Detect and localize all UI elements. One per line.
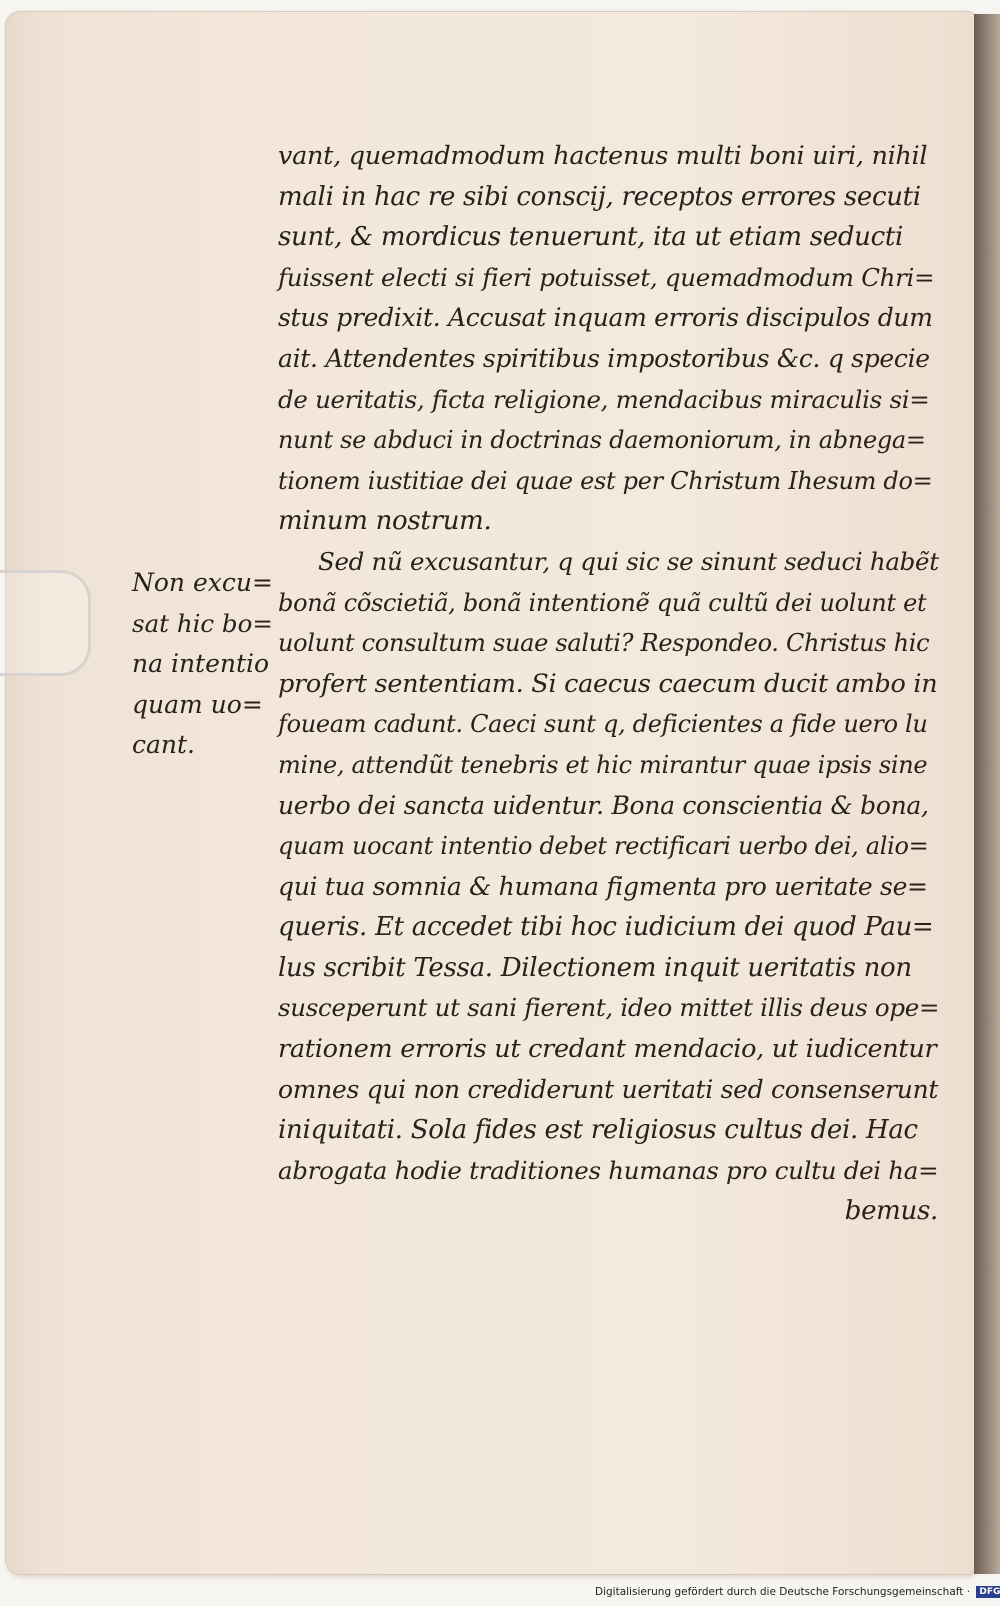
text-line: uolunt consultum suae saluti? Respondeo. Christus hic [278,629,930,658]
digitization-credit: Digitalisierung gefördert durch die Deutsche Forschungsgemeinschaft · DFG [595,1586,995,1598]
text-line: vant, quemadmodum hactenus multi boni uiri, nihil [278,141,928,171]
text-line: iniquitati. Sola fides est religiosus cultus dei. Hac [278,1115,918,1146]
credit-text: Digitalisierung gefördert durch die Deutsche Forschungsgemeinschaft [595,1586,964,1598]
text-line: uerbo dei sancta uidentur. Bona conscientia & bona, [278,790,929,820]
text-line: omnes qui non crediderunt ueritati sed consenserunt [278,1074,939,1104]
page-clip [0,570,91,676]
text-line: mali in hac re sibi conscij, receptos errores secuti [278,181,921,212]
text-line: foueam cadunt. Caeci sunt q, deficientes a fide uero lu [278,710,928,739]
text-line: tionem iustitiae dei quae est per Christum Ihesum do= [278,466,933,495]
catchword: bemus. [844,1196,938,1227]
text-line: qui tua somnia & humana figmenta pro ueritate se= [278,871,928,901]
text-line: abrogata hodie traditiones humanas pro cultu dei ha= [278,1155,939,1185]
text-line: fuissent electi si fieri potuisset, quemadmodum Chri= [278,262,935,292]
paragraph-start-line: Sed nũ excusantur, q qui sic se sinunt seduci habẽt [318,546,939,576]
margin-line: quam uo= [132,689,263,719]
dfg-logo: DFG [976,1586,1000,1598]
text-line: minum nostrum. [278,506,492,537]
text-line: profert sententiam. Si caecus caecum ducit ambo in [278,668,938,699]
margin-line: Non excu= [132,568,273,597]
text-line: quam uocant intentio debet rectificari uerbo dei, alio= [278,832,929,861]
book-edge [974,14,1000,1574]
text-line: stus predixit. Accusat inquam erroris discipulos dum [278,303,933,333]
text-line: de ueritatis, ficta religione, mendacibus miraculis si= [278,384,930,414]
text-line: rationem erroris ut credant mendacio, ut iudicentur [278,1034,937,1065]
text-line: bonã cõscietiã, bonã intentionẽ quã cultũ dei uolunt et [278,588,927,617]
main-text [278,136,938,1232]
text-line: lus scribit Tessa. Dilectionem inquit ueritatis non [278,952,912,983]
margin-line: na intentio [132,649,270,679]
text-line: queris. Et accedet tibi hoc iudicium dei quod Pau= [278,912,934,943]
margin-line: sat hic bo= [132,608,273,638]
text-line: sunt, & mordicus tenuerunt, ita ut etiam seducti [278,222,904,253]
text-line: susceperunt ut sani fierent, ideo mittet illis deus ope= [278,993,940,1023]
text-line: mine, attendũt tenebris et hic mirantur quae ipsis sine [278,750,928,779]
text-line: ait. Attendentes spiritibus impostoribus &c. q specie [278,343,930,373]
margin-note [132,563,272,766]
text-line: nunt se abduci in doctrinas daemoniorum, in abnega= [278,426,926,455]
margin-line: cant. [132,730,196,760]
